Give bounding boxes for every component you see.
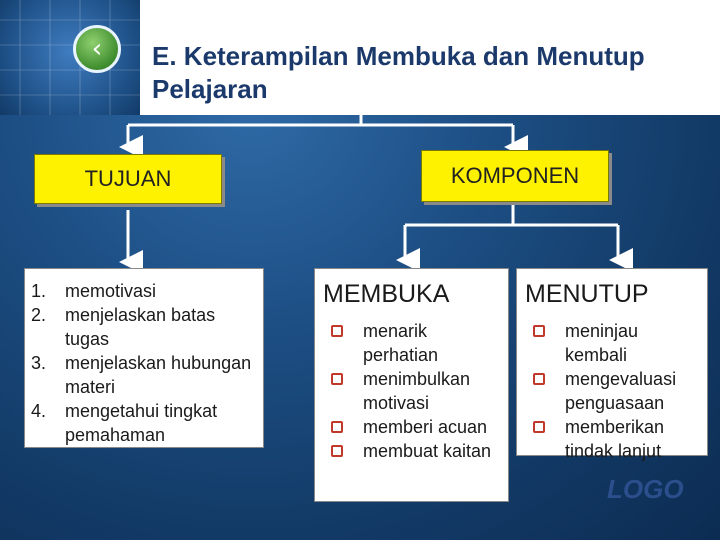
tujuan-panel bbox=[24, 268, 264, 448]
list-item: menarik perhatian bbox=[323, 319, 500, 367]
checkbox-bullet-icon bbox=[331, 445, 343, 457]
list-item: 1. memotivasi bbox=[31, 281, 157, 301]
menutup-panel bbox=[516, 268, 708, 461]
membuka-heading: MEMBUKA bbox=[323, 280, 450, 308]
page-title: E. Keterampilan Membuka dan Menutup Pelajaran bbox=[152, 41, 645, 104]
list-item: 4. mengetahui tingkat pemahaman bbox=[31, 401, 218, 445]
list-item: 3. menjelaskan hubungan materi bbox=[31, 353, 252, 397]
checkbox-bullet-icon bbox=[331, 421, 343, 433]
menutup-list bbox=[525, 319, 699, 463]
tujuan-label: TUJUAN bbox=[84, 166, 172, 191]
checkbox-bullet-icon bbox=[533, 421, 545, 433]
logo: LOGO bbox=[607, 474, 684, 504]
komponen-label: KOMPONEN bbox=[450, 163, 580, 188]
checkbox-bullet-icon bbox=[533, 373, 545, 385]
menutup-heading: MENUTUP bbox=[525, 280, 649, 308]
list-item: meninjau kembali bbox=[525, 319, 699, 367]
list-item: 2. menjelaskan batas tugas bbox=[31, 305, 216, 349]
tujuan-list bbox=[31, 279, 257, 447]
list-item: mengevaluasi penguasaan bbox=[525, 367, 699, 415]
list-item: menimbulkan motivasi bbox=[323, 367, 500, 415]
komponen-box bbox=[421, 150, 609, 202]
membuka-panel bbox=[314, 268, 509, 502]
chevron-left-icon: ‹ bbox=[91, 34, 103, 64]
list-item: membuat kaitan bbox=[323, 439, 500, 463]
list-item: memberi acuan bbox=[323, 415, 500, 439]
checkbox-bullet-icon bbox=[331, 373, 343, 385]
tujuan-box bbox=[34, 154, 222, 204]
list-item: memberikan tindak lanjut bbox=[525, 415, 699, 463]
membuka-list bbox=[323, 319, 500, 463]
checkbox-bullet-icon bbox=[331, 325, 343, 337]
checkbox-bullet-icon bbox=[533, 325, 545, 337]
